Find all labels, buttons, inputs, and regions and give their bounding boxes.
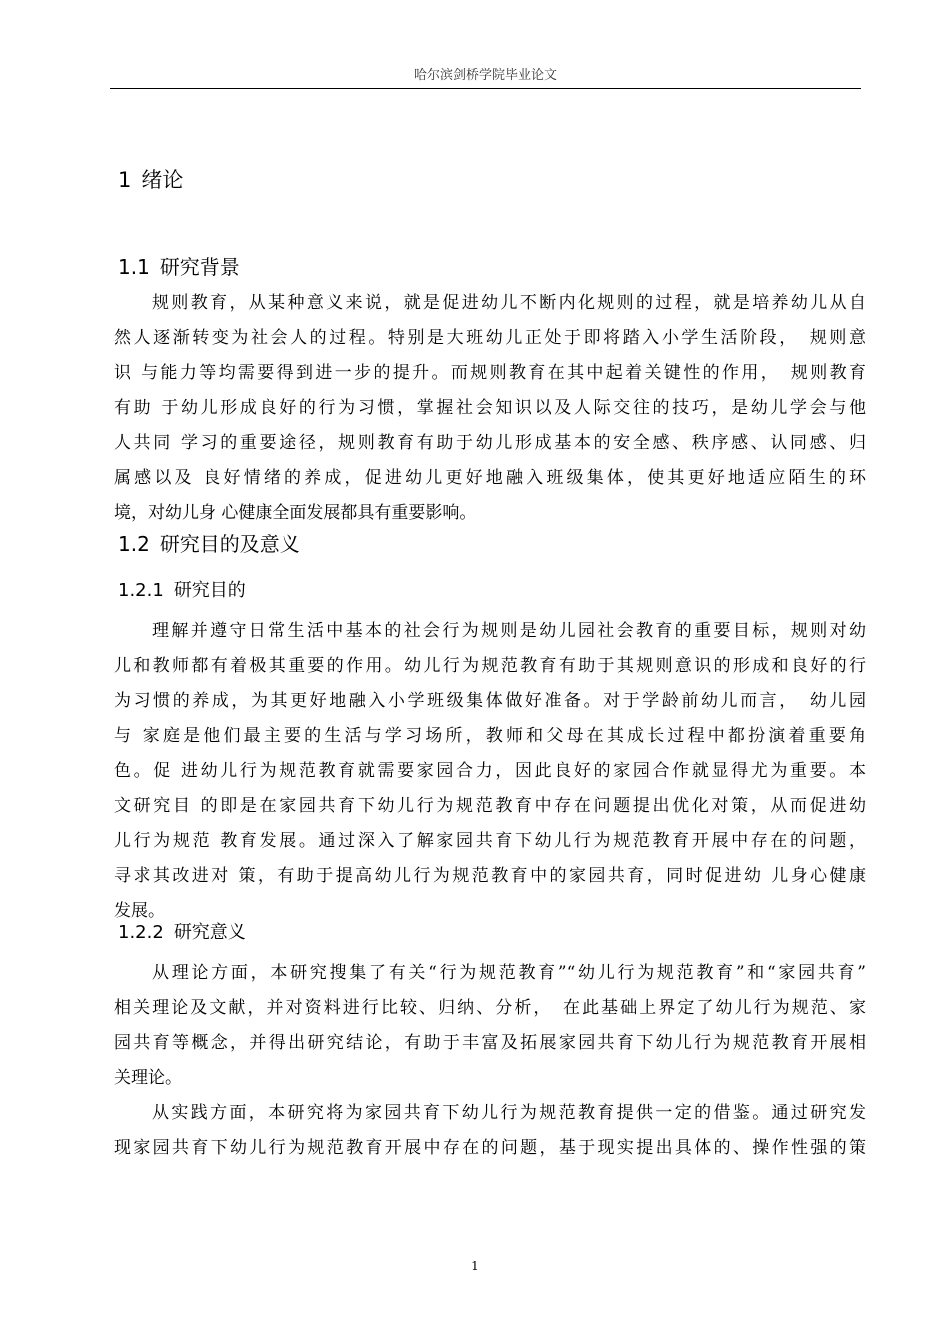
header-divider (110, 88, 861, 89)
subsection-title: 研究目的 (173, 580, 246, 601)
paragraph-line: 属感以及 良好情绪的养成，促进幼儿更好地融入班级集体，使其更好地适应陌生的环 (114, 468, 866, 488)
paragraph-line: 文研究目 的即是在家园共育下幼儿行为规范教育中存在问题提出优化对策，从而促进幼 (114, 796, 866, 816)
section-heading-1-2 (118, 528, 300, 557)
chapter-number: 1 (118, 168, 132, 192)
paragraph-line: 境，对幼儿身 心健康全面发展都具有重要影响。 (114, 503, 477, 523)
paragraph-line: 规则教育，从某种意义来说，就是促进幼儿不断内化规则的过程，就是培养幼儿从自 (152, 293, 866, 313)
section-number: 1.2 (118, 532, 150, 556)
paragraph-line: 儿行为规范 教育发展。通过深入了解家园共育下幼儿行为规范教育开展中存在的问题， (114, 831, 866, 851)
paragraph-line: 从理论方面，本研究搜集了有关“行为规范教育”“幼儿行为规范教育”和“家园共育” (152, 963, 866, 983)
paragraph-line: 从实践方面，本研究将为家园共育下幼儿行为规范教育提供一定的借鉴。通过研究发 (152, 1103, 866, 1123)
paragraph-line: 寻求其改进对 策，有助于提高幼儿行为规范教育中的家园共育，同时促进幼 儿身心健康 (114, 866, 866, 886)
paragraph-theoretical-significance (114, 956, 866, 1096)
page-number: 1 (471, 1259, 479, 1273)
paragraph-line: 园共育等概念，并得出研究结论，有助于丰富及拓展家园共育下幼儿行为规范教育开展相 (114, 1033, 866, 1053)
section-title: 研究目的及意义 (159, 532, 300, 556)
subsection-heading-1-2-1 (118, 576, 246, 602)
subsection-number: 1.2.1 (118, 580, 164, 601)
paragraph-line: 现家园共育下幼儿行为规范教育开展中存在的问题，基于现实提出具体的、操作性强的策 (114, 1138, 866, 1158)
paragraph-line: 相关理论及文献，并对资料进行比较、归纳、分析， 在此基础上界定了幼儿行为规范、家 (114, 998, 866, 1018)
subsection-heading-1-2-2 (118, 918, 246, 944)
paragraph-line: 儿和教师都有着极其重要的作用。幼儿行为规范教育有助于其规则意识的形成和良好的行 (114, 656, 866, 676)
section-heading-1-1 (118, 251, 240, 280)
running-header: 哈尔滨剑桥学院毕业论文 (413, 68, 557, 83)
paragraph-line: 色。促 进幼儿行为规范教育就需要家园合力，因此良好的家园合作就显得尤为重要。本 (114, 761, 866, 781)
section-title: 研究背景 (159, 255, 240, 279)
paragraph-line: 与 家庭是他们最主要的生活与学习场所，教师和父母在其成长过程中都扮演着重要角 (114, 726, 866, 746)
paragraph-line: 识 与能力等均需要得到进一步的提升。而规则教育在其中起着关键性的作用， 规则教育 (114, 363, 866, 383)
chapter-heading (118, 164, 183, 194)
paragraph-line: 然人逐渐转变为社会人的过程。特别是大班幼儿正处于即将踏入小学生活阶段， 规则意 (114, 328, 866, 348)
paragraph-line: 发展。 (114, 901, 165, 921)
paragraph-research-purpose (114, 614, 866, 929)
subsection-title: 研究意义 (173, 922, 246, 943)
subsection-number: 1.2.2 (118, 922, 164, 943)
paragraph-line: 为习惯的养成，为其更好地融入小学班级集体做好准备。对于学龄前幼儿而言， 幼儿园 (114, 691, 866, 711)
paragraph-line: 关理论。 (114, 1068, 182, 1088)
paragraph-line: 人共同 学习的重要途径，规则教育有助于幼儿形成基本的安全感、秩序感、认同感、归 (114, 433, 866, 453)
chapter-title: 绪论 (141, 168, 184, 192)
paragraph-research-background (114, 286, 866, 531)
paragraph-line: 理解并遵守日常生活中基本的社会行为规则是幼儿园社会教育的重要目标，规则对幼 (152, 621, 866, 641)
paragraph-line: 有助 于幼儿形成良好的行为习惯，掌握社会知识以及人际交往的技巧，是幼儿学会与他 (114, 398, 866, 418)
paragraph-practical-significance (114, 1096, 866, 1166)
section-number: 1.1 (118, 255, 150, 279)
